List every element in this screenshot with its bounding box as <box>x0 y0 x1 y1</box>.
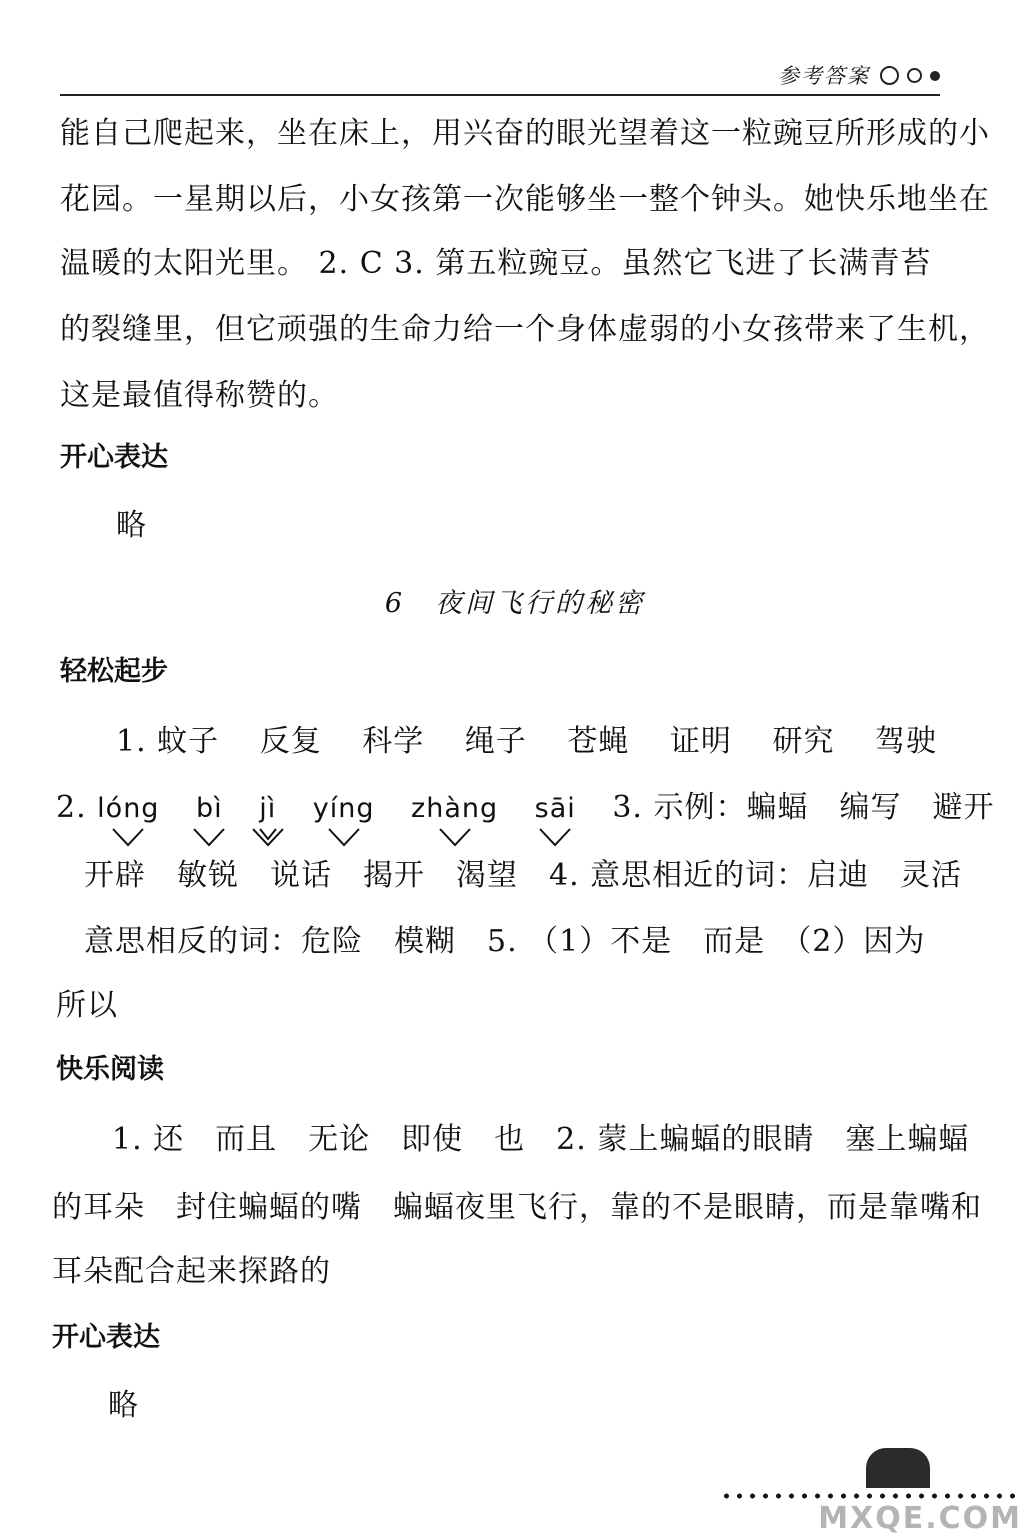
word: 1. 蚊子 <box>116 724 220 759</box>
pinyin-word: bì <box>196 789 223 829</box>
header-circles-icon <box>880 66 940 85</box>
word: 苍蝇 <box>567 724 630 759</box>
text-line: 的裂缝里，但它顽强的生命力给一个身体虚弱的小女孩带来了生机， <box>60 312 990 347</box>
word: 科学 <box>362 724 425 759</box>
text-line: 花园。一星期以后，小女孩第一次能够坐一整个钟头。她快乐地坐在 <box>60 182 990 217</box>
word: 证明 <box>669 724 732 759</box>
answer-line: 所以 <box>56 988 118 1023</box>
pinyin-word: lóng <box>97 789 159 829</box>
text-line: 温暖的太阳光里。 2. C 3. 第五粒豌豆。虽然它飞进了长满青苔 <box>60 246 932 281</box>
pinyin-word: zhàng <box>411 789 498 829</box>
word: 研究 <box>772 724 835 759</box>
question-number: 2. <box>56 790 87 825</box>
word: 绳子 <box>464 724 527 759</box>
answer-text: 略 <box>108 1388 139 1423</box>
lesson-title: 6 夜间飞行的秘密 <box>384 588 646 619</box>
watermark-text: MXQE.COM <box>818 1501 1022 1536</box>
section-heading: 开心表达 <box>52 1322 160 1353</box>
answer-line: 意思相反的词：危险 模糊 5. （1）不是 而是 （2）因为 <box>84 924 926 959</box>
text-line: 能自己爬起来，坐在床上，用兴奋的眼光望着这一粒豌豆所形成的小 <box>60 116 990 151</box>
tone-mark-icon <box>110 827 146 847</box>
pinyin-line <box>56 788 995 829</box>
section-heading: 快乐阅读 <box>56 1054 164 1085</box>
answer-line: 开辟 敏锐 说话 揭开 渴望 4. 意思相近的词：启迪 灵活 <box>84 858 963 893</box>
answer-line: 1. 还 而且 无论 即使 也 2. 蒙上蝙蝠的眼睛 塞上蝙蝠 <box>112 1122 970 1157</box>
word: 反复 <box>259 724 322 759</box>
text-line: 这是最值得称赞的。 <box>60 378 339 413</box>
answer-text: 略 <box>116 508 147 543</box>
footer-dotted-line <box>720 1492 1020 1500</box>
tone-mark-icon <box>250 827 286 847</box>
answer-line: 的耳朵 封住蝙蝠的嘴 蝙蝠夜里飞行，靠的不是眼睛，而是靠嘴和 <box>52 1190 982 1225</box>
answer-text: 3. 示例：蝙蝠 编写 避开 <box>612 790 995 825</box>
word: 驾驶 <box>875 724 937 759</box>
tone-mark-icon <box>326 827 362 847</box>
tone-mark-icon <box>437 827 473 847</box>
section-heading: 轻松起步 <box>60 656 168 687</box>
pinyin-word: sāi <box>535 789 576 829</box>
header-label: 参考答案 <box>778 64 870 88</box>
page-number-badge <box>866 1448 930 1488</box>
pinyin-word: yíng <box>313 789 375 829</box>
answer-line <box>116 722 937 762</box>
pinyin-word: jì <box>259 789 276 829</box>
answer-line: 耳朵配合起来探路的 <box>52 1254 331 1289</box>
tone-mark-icon <box>191 827 227 847</box>
page-header <box>60 56 940 96</box>
tone-mark-icon <box>537 827 573 847</box>
section-heading: 开心表达 <box>60 442 168 473</box>
